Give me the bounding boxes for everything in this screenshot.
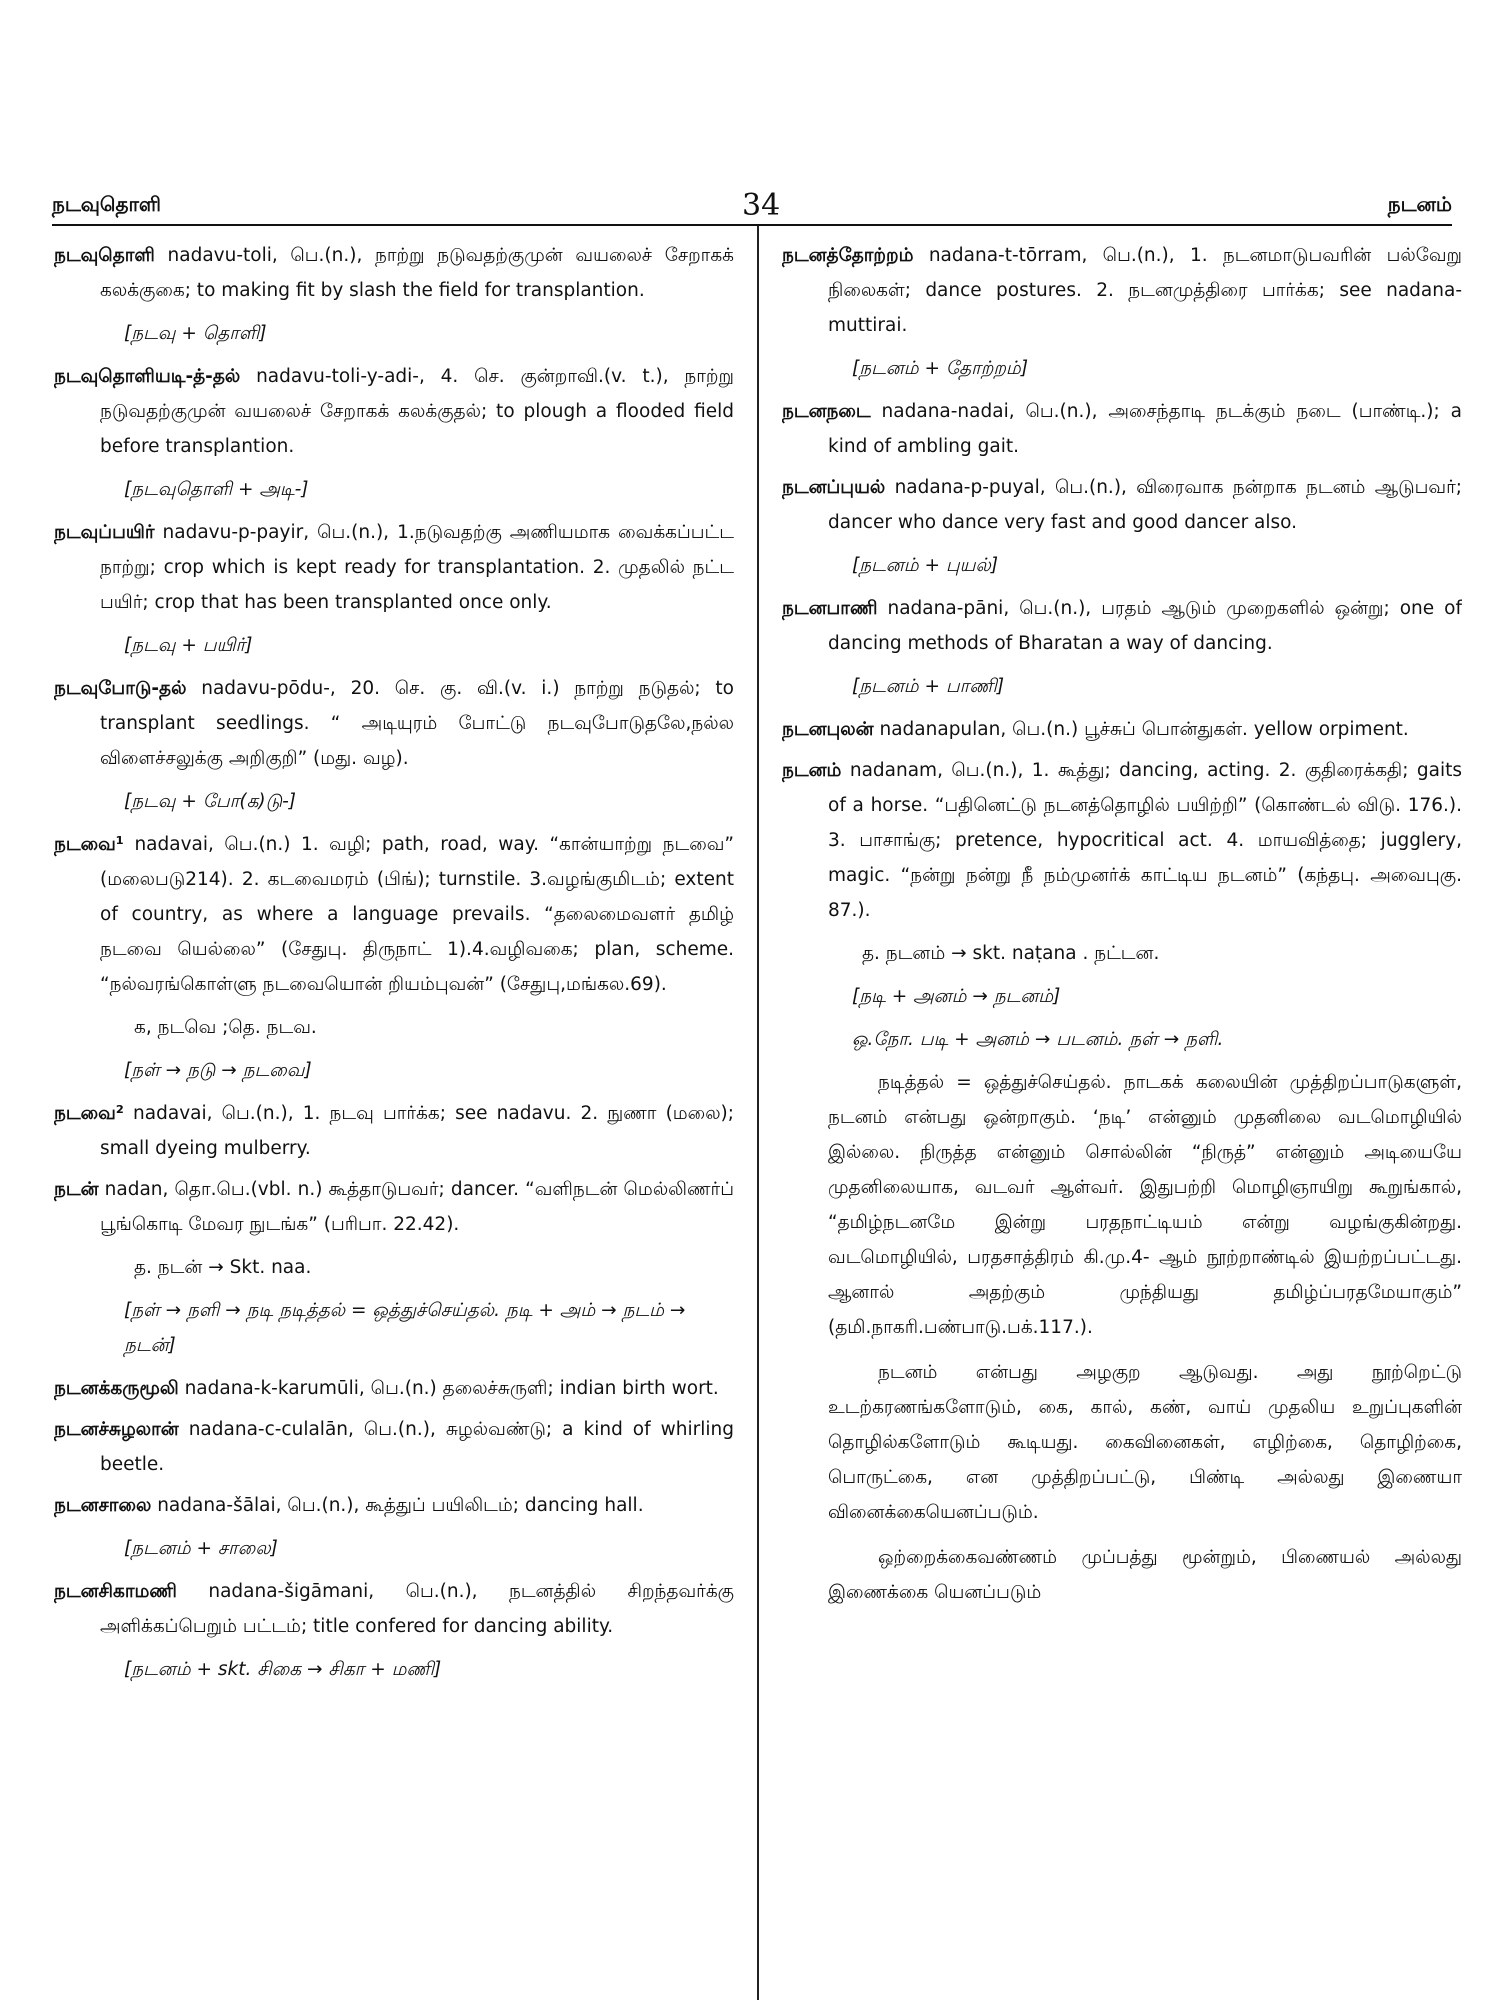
headword: நடனசிகாமணி (54, 1581, 177, 1602)
page-number: 34 (742, 188, 781, 223)
commentary-paragraph: நடித்தல் = ஒத்துச்செய்தல். நாடகக் கலையின் முத்திறப்பாடுகளுள், நடனம் என்பது ஒன்றாகும். ‘நடி’ என்னும் முதனிலை வடமொழியில் இல்லை. நிருத்த என்னும் சொல்லின் “நிருத்” என்னும் அடியையே முதனிலையாக, வடவர் ஆள்வர். இதுபற்றி மொழிஞாயிறு கூறுங்கால், “தமிழ்நடனமே இன்று பரதநாட்டியம் என்று வழங்குகின்றது. வடமொழியில், பரதசாத்திரம் கி.மு.4- ஆம் நூற்றாண்டில் இயற்றப்பட்டது. ஆனால் அதற்கும் முந்தியது தமிழ்ப்பரதமேயாகும்” (தமி.நாகரி.பண்பாடு.பக்.117.). (828, 1072, 1462, 1338)
dictionary-entry (782, 238, 1462, 343)
dictionary-entry (54, 359, 734, 464)
cognate-note: த. நடனம் → skt. naṭana . நட்டன. (862, 943, 1160, 964)
etymology: [நடனம் + புயல்] (852, 555, 999, 576)
definition: nadana-šālai, பெ.(n.), கூத்துப் பயிலிடம்; dancing hall. (151, 1495, 644, 1516)
commentary-paragraph: ஒற்றைக்கைவண்ணம் முப்பத்து மூன்றும், பிணையல் அல்லது இணைக்கை யெனப்படும் (828, 1547, 1462, 1603)
dictionary-entry (54, 1096, 734, 1166)
etymology: [நடனம் + skt. சிகை → சிகா + மணி] (124, 1659, 442, 1680)
headword: நடவை¹ (54, 834, 124, 855)
headword: நடன் (54, 1179, 99, 1200)
dictionary-entry (54, 238, 734, 308)
dictionary-entry (54, 1172, 734, 1242)
dictionary-entry (54, 1574, 734, 1644)
headword: நடனத்தோற்றம் (782, 245, 914, 266)
left-column (54, 238, 734, 1996)
headword: நடவுதொளி (54, 245, 155, 266)
etymology: [நடி + அனம் → நடனம்] (852, 986, 1061, 1007)
definition: nadavu-toli, பெ.(n.), நாற்று நடுவதற்குமுன் வயலைச் சேறாகக் கலக்குகை; to making fit by slash the field for transplantion. (100, 245, 734, 301)
etymology: [நடவுதொளி + அடி-] (124, 479, 309, 500)
column-divider (757, 226, 759, 2000)
definition: nadavu-toli-y-adi-, 4. செ. குன்றாவி.(v. t.), நாற்று நடுவதற்குமுன் வயலைச் சேறாகக் கலக்குதல்; to plough a flooded field before transplantion. (100, 366, 734, 457)
definition: nadavai, பெ.(n.) 1. வழி; path, road, way. “கான்யாற்று நடவை” (மலைபடு214). 2. கடவைமரம் (பிங்); turnstile. 3.வழங்குமிடம்; extent of country, as where a language prevails. “தலைமைவளர் தமிழ் நடவை யெல்லை” (சேதுபு. திருநாட் 1).4.வழிவகை; plan, scheme. “நல்வரங்கொள்ளு நடவையொன் றியம்புவன்” (சேதுபு,மங்கல.69). (100, 834, 734, 995)
definition: nadana-šigāmani, பெ.(n.), நடனத்தில் சிறந்தவர்க்கு அளிக்கப்பெறும் பட்டம்; title confered for dancing ability. (100, 1581, 734, 1637)
definition: nadavu-p-payir, பெ.(n.), 1.நடுவதற்கு அணியமாக வைக்கப்பட்ட நாற்று; crop which is kept ready for transplantation. 2. முதலில் நட்ட பயிர்; crop that has been transplanted once only. (100, 522, 734, 613)
headword: நடனப்புயல் (782, 477, 886, 498)
headword: நடனபுலன் (782, 719, 874, 740)
etymology: [நடனம் + தோற்றம்] (852, 358, 1029, 379)
header-right-guideword: நடனம் (1387, 192, 1452, 216)
definition: nadana-t-tōrram, பெ.(n.), 1. நடனமாடுபவரின் பல்வேறு நிலைகள்; dance postures. 2. நடனமுத்திரை பார்க்க; see nadana-muttirai. (828, 245, 1462, 336)
header-left-guideword: நடவுதொளி (52, 192, 162, 216)
headword: நடவுதொளியடி-த்-தல் (54, 366, 241, 387)
headword: நடனசாலை (54, 1495, 152, 1516)
dictionary-entry (54, 827, 734, 1002)
cognate-note: க, நடவெ ;தெ. நடவ. (134, 1017, 317, 1038)
dictionary-entry (54, 515, 734, 620)
right-column (782, 238, 1462, 1996)
etymology: [நடவு + பயிர்] (124, 635, 253, 656)
definition: nadanam, பெ.(n.), 1. கூத்து; dancing, acting. 2. குதிரைக்கதி; gaits of a horse. “பதினெட்டு நடனத்தொழில் பயிற்றி” (கொண்டல் விடு. 176.). 3. பாசாங்கு; pretence, hypocritical act. 4. மாயவித்தை; jugglery, magic. “நன்று நன்று நீ நம்முனர்க் காட்டிய நடனம்” (கந்தபு. அவைபுகு. 87.). (828, 760, 1462, 921)
headword: நடனநடை (782, 401, 871, 422)
dictionary-entry (54, 1412, 734, 1482)
cognate-note: த. நடன் → Skt. naa. (134, 1257, 312, 1278)
definition: nadanapulan, பெ.(n.) பூச்சுப் பொன்துகள். yellow orpiment. (873, 719, 1409, 740)
headword: நடனபாணி (782, 598, 878, 619)
etymology: [நடவு + தொளி] (124, 323, 267, 344)
etymology: [நடனம் + பாணி] (852, 676, 1005, 697)
definition: nadavu-pōdu-, 20. செ. கு. வி.(v. i.) நாற்று நடுதல்; to transplant seedlings. “ அடியுரம் போட்டு நடவுபோடுதலே,நல்ல விளைச்சலுக்கு அறிகுறி” (மது. வழ). (100, 678, 734, 769)
headword: நடவுபோடு-தல் (54, 678, 187, 699)
header-rule (52, 224, 1452, 226)
etymology: [நடனம் + சாலை] (124, 1538, 278, 1559)
headword: நடவை² (54, 1103, 124, 1124)
dictionary-entry (54, 671, 734, 776)
dictionary-entry (782, 394, 1462, 464)
definition: nadana-c-culalān, பெ.(n.), சுழல்வண்டு; a kind of whirling beetle. (100, 1419, 734, 1475)
definition: nadana-pāni, பெ.(n.), பரதம் ஆடும் முறைகளில் ஒன்று; one of dancing methods of Bharatan a way of dancing. (828, 598, 1462, 654)
definition: nadana-nadai, பெ.(n.), அசைந்தாடி நடக்கும் நடை (பாண்டி.); a kind of ambling gait. (828, 401, 1462, 457)
commentary-paragraph: நடனம் என்பது அழகுற ஆடுவது. அது நூற்றெட்டு உடற்கரணங்களோடும், கை, கால், கண், வாய் முதலிய உறுப்புகளின் தொழில்களோடும் கூடியது. கைவினைகள், எழிற்கை, தொழிற்கை, பொருட்கை, என முத்திறப்பட்டு, பிண்டி அல்லது இணையா வினைக்கையெனப்படும். (828, 1362, 1462, 1523)
definition: nadan, தொ.பெ.(vbl. n.) கூத்தாடுபவர்; dancer. “வளிநடன் மெல்லிணர்ப் பூங்கொடி மேவர நுடங்க” (பரிபா. 22.42). (98, 1179, 734, 1235)
dictionary-entry (782, 470, 1462, 540)
headword: நடனம் (782, 760, 842, 781)
dictionary-entry (782, 753, 1462, 928)
etymology: [நள் → நளி → நடி நடித்தல் = ஒத்துச்செய்தல். நடி + அம் → நடம் → நடன்] (124, 1300, 686, 1356)
etymology: ஒ.நோ. படி + அனம் → படனம். நள் → நளி. (852, 1029, 1224, 1050)
dictionary-entry (782, 591, 1462, 661)
headword: நடவுப்பயிர் (54, 522, 155, 543)
dictionary-entry (54, 1371, 734, 1406)
headword: நடனக்கருமூலி (54, 1378, 179, 1399)
headword: நடனச்சுழலான் (54, 1419, 179, 1440)
definition: nadana-k-karumūli, பெ.(n.) தலைச்சுருளி; indian birth wort. (178, 1378, 719, 1399)
definition: nadana-p-puyal, பெ.(n.), விரைவாக நன்றாக நடனம் ஆடுபவர்; dancer who dance very fast and good dancer also. (828, 477, 1462, 533)
etymology: [நள் → நடு → நடவை] (124, 1060, 312, 1081)
page-header (52, 188, 1452, 228)
etymology: [நடவு + போ(க)டு-] (124, 791, 297, 812)
dictionary-entry (54, 1488, 734, 1523)
dictionary-entry (782, 712, 1462, 747)
definition: nadavai, பெ.(n.), 1. நடவு பார்க்க; see nadavu. 2. நுணா (மலை); small dyeing mulberry. (100, 1103, 734, 1159)
